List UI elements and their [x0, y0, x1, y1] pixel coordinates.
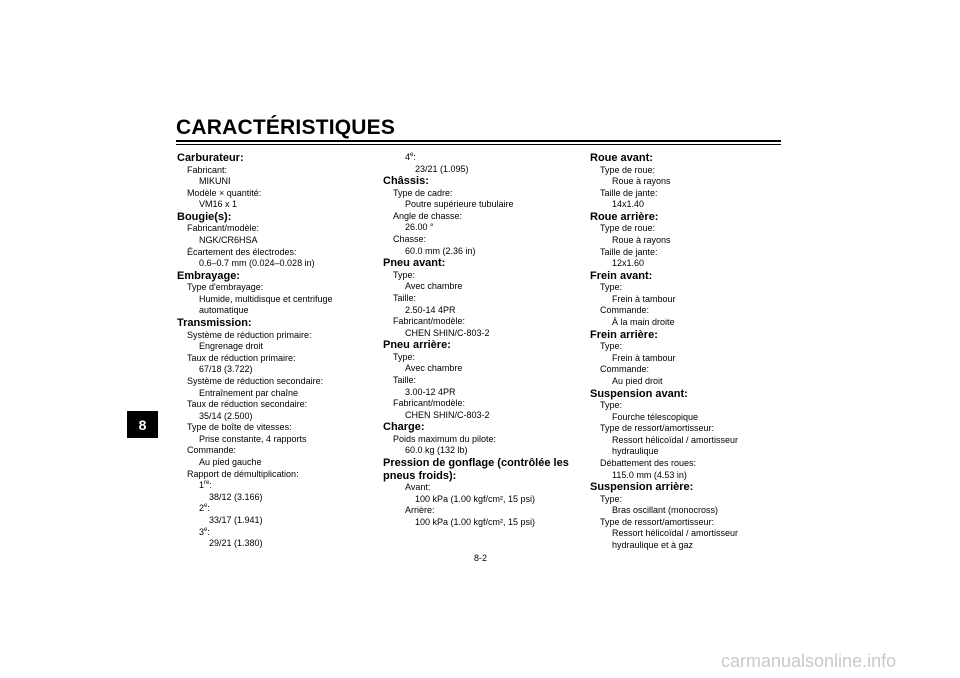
spec-label: Type: [600, 341, 623, 352]
heading-bougies: Bougie(s): [177, 210, 232, 223]
spec-value: Au pied gauche [199, 457, 262, 468]
spec-label: Type de roue: [600, 164, 656, 175]
spec-label: Débattement des roues: [600, 457, 697, 468]
spec-value: Frein à tambour [612, 352, 676, 363]
spec-value: 26.00 ° [405, 222, 434, 233]
spec-value: Entraînement par chaîne [199, 387, 299, 398]
heading-transmission: Transmission: [177, 317, 252, 330]
spec-label: Commande: [187, 445, 237, 456]
gear-suffix: e [410, 152, 414, 158]
spec-label: Fabricant: [187, 164, 228, 175]
spec-label: Système de réduction primaire: [187, 329, 312, 340]
spec-value: VM16 x 1 [199, 199, 238, 210]
section-tab: 8 [127, 411, 158, 438]
spec-value: 14x1.40 [612, 199, 645, 210]
spec-label: Écartement des électrodes: [187, 246, 297, 257]
spec-label: Taux de réduction primaire: [187, 352, 296, 363]
spec-column-2 [383, 152, 573, 528]
spec-value: Roue à rayons [612, 234, 671, 245]
spec-column-1 [177, 152, 367, 550]
spec-value: CHEN SHIN/C-803-2 [405, 409, 490, 420]
spec-label: Type de ressort/amortisseur: [600, 423, 715, 434]
gear-number: 4 [405, 152, 411, 162]
spec-label: Modèle × quantité: [187, 187, 262, 198]
spec-value: hydraulique [612, 446, 659, 457]
spec-value: 0.6–0.7 mm (0.024–0.028 in) [199, 258, 315, 269]
spec-label: Type: [393, 269, 416, 280]
spec-value: Engrenage droit [199, 341, 264, 352]
spec-label: Chasse: [393, 234, 427, 245]
heading-pneu-arriere: Pneu arrière: [383, 339, 451, 352]
spec-label: Type: [600, 400, 623, 410]
spec-value: Au pied droit [612, 375, 663, 386]
page-number: 8-2 [474, 553, 488, 563]
spec-label: Rapport de démultiplication: [187, 468, 299, 479]
spec-label: Fabricant/modèle: [187, 223, 260, 234]
gear-label-2: 2e: [199, 503, 210, 514]
spec-value: CHEN SHIN/C-803-2 [405, 327, 490, 338]
spec-label: Fabricant/modèle: [393, 316, 466, 327]
gear-label-4: 4e: [405, 152, 416, 162]
spec-label: Arrière: [405, 505, 435, 516]
spec-value: MIKUNI [199, 176, 231, 187]
spec-label: Commande: [600, 364, 650, 375]
spec-label: Poids maximum du pilote: [393, 433, 497, 444]
gear-suffix: e [204, 503, 208, 510]
spec-label: Type de cadre: [393, 187, 453, 198]
gear-number: 1 [199, 480, 205, 491]
spec-label: Type: [600, 493, 623, 504]
heading-roue-arriere: Roue arrière: [590, 210, 659, 223]
spec-label: Avant: [405, 482, 431, 493]
gear-number: 2 [199, 503, 205, 514]
spec-value: 115.0 mm (4.53 in) [612, 469, 687, 480]
spec-label: Type d'embrayage: [187, 282, 264, 293]
spec-label: Type de ressort/amortisseur: [600, 516, 715, 527]
spec-label: Taille de jante: [600, 246, 658, 257]
spec-value: Prise constante, 4 rapports [199, 433, 307, 444]
spec-value: Roue à rayons [612, 176, 671, 187]
gear-label-1: 1re: [199, 480, 212, 491]
gear-value-4: 23/21 (1.095) [415, 163, 469, 174]
spec-value: 60.0 kg (132 lb) [405, 445, 468, 456]
spec-value: Bras oscillant (monocross) [612, 505, 719, 516]
spec-value: 100 kPa (1.00 kgf/cm², 15 psi) [415, 516, 536, 527]
spec-label: Taille: [393, 375, 417, 385]
heading-embrayage: Embrayage: [177, 269, 240, 282]
spec-value: 12x1.60 [612, 258, 645, 269]
spec-value: 67/18 (3.722) [199, 364, 253, 375]
heading-frein-arriere: Frein arrière: [590, 328, 658, 341]
spec-value: À la main droite [612, 317, 675, 328]
gear-number: 3 [199, 526, 205, 537]
gear-value-1: 38/12 (3.166) [209, 491, 263, 502]
heading-suspension-avant: Suspension avant: [590, 387, 688, 400]
gear-value-2: 33/17 (1.941) [209, 515, 263, 526]
spec-value: Frein à tambour [612, 293, 676, 304]
spec-value: 3.00-12 4PR [405, 386, 456, 397]
spec-label: Fabricant/modèle: [393, 398, 466, 409]
heading-chassis: Châssis: [383, 175, 429, 188]
spec-value: Fourche télescopique [612, 411, 699, 422]
spec-label: Taille de jante: [600, 187, 658, 198]
title-rule-thick [176, 140, 781, 142]
spec-label: Type de roue: [600, 223, 656, 234]
spec-label: Système de réduction secondaire: [187, 375, 324, 386]
page-title: CARACTÉRISTIQUES [176, 116, 396, 139]
spec-label: Angle de chasse: [393, 210, 463, 221]
spec-value: 35/14 (2.500) [199, 410, 253, 421]
heading-pression: Pression de gonflage (contrôlée les [383, 457, 569, 470]
spec-value: automatique [199, 305, 249, 316]
spec-value: NGK/CR6HSA [199, 234, 258, 245]
heading-roue-avant: Roue avant: [590, 152, 653, 164]
title-rule-thin [176, 144, 781, 145]
spec-value: Ressort hélicoïdal / amortisseur [612, 528, 739, 539]
spec-value: Humide, multidisque et centrifuge [199, 293, 333, 304]
gear-value-3: 29/21 (1.380) [209, 538, 263, 549]
spec-value: 100 kPa (1.00 kgf/cm², 15 psi) [415, 493, 536, 504]
spec-value: Ressort hélicoïdal / amortisseur [612, 434, 739, 445]
spec-value: Avec chambre [405, 281, 463, 292]
heading-pression-cont: pneus froids): [383, 469, 457, 482]
heading-suspension-arriere: Suspension arrière: [590, 481, 694, 494]
gear-label-3: 3e: [199, 526, 210, 537]
spec-value: Poutre supérieure tubulaire [405, 199, 514, 210]
spec-label: Taille: [393, 292, 417, 303]
gear-suffix: e [204, 526, 208, 533]
heading-charge: Charge: [383, 421, 425, 434]
spec-value: 2.50-14 4PR [405, 304, 456, 315]
spec-value: Avec chambre [405, 363, 463, 374]
heading-pneu-avant: Pneu avant: [383, 257, 446, 270]
spec-label: Type: [600, 282, 623, 293]
spec-column-3 [590, 152, 780, 552]
spec-value: hydraulique et à gaz [612, 540, 694, 551]
gear-suffix: re [204, 480, 210, 487]
spec-label: Taux de réduction secondaire: [187, 399, 308, 410]
heading-frein-avant: Frein avant: [590, 269, 653, 282]
spec-label: Type: [393, 351, 416, 362]
heading-carburateur: Carburateur: [177, 152, 244, 164]
watermark: carmanualsonline.info [721, 651, 897, 671]
spec-label: Type de boîte de vitesses: [187, 422, 292, 433]
spec-label: Commande: [600, 305, 650, 316]
spec-value: 60.0 mm (2.36 in) [405, 245, 476, 256]
